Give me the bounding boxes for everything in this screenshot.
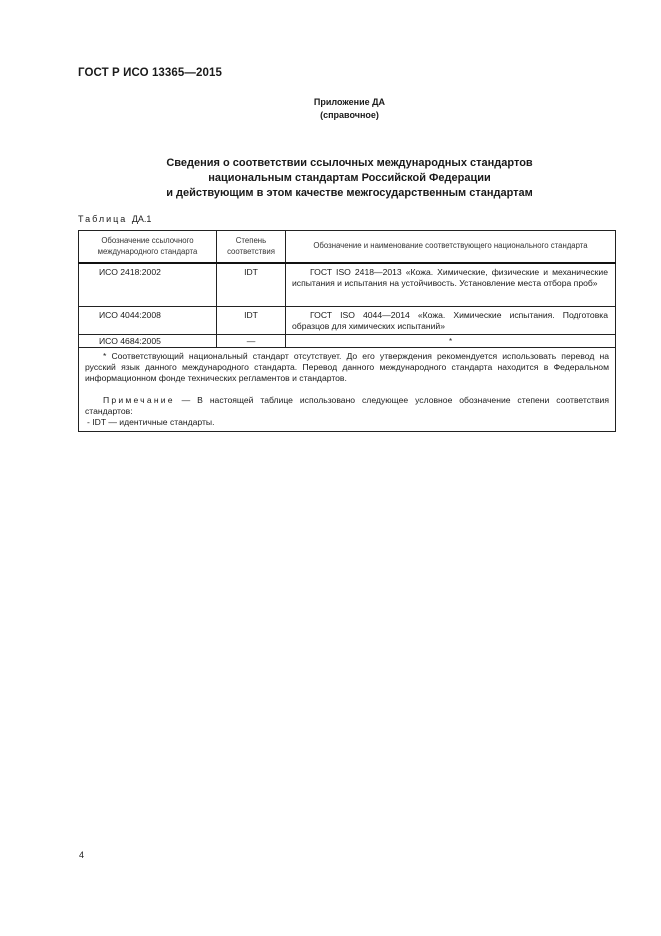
standards-correspondence-table — [78, 230, 616, 432]
degree-cell: IDT — [217, 263, 286, 307]
degree-cell: — — [217, 335, 286, 348]
section-title-line-3: и действующим в этом качестве межгосударственным стандартам — [166, 187, 533, 199]
table-notes-row — [79, 348, 616, 432]
table-notes-cell — [79, 348, 616, 432]
legend-item: - IDT — идентичные стандарты. — [87, 417, 215, 427]
annex-title: Приложение ДА — [313, 97, 386, 107]
column-header-degree: Степень соответствия — [217, 231, 286, 264]
national-standard-cell: ГОСТ ISO 2418—2013 «Кожа. Химические, физические и механические испытания и испытания на устойчивость. Установление места отбора проб» — [286, 263, 616, 307]
degree-cell: IDT — [217, 307, 286, 335]
table-caption-word: Таблица — [78, 214, 128, 224]
note-text: — В настоящей таблице использовано следующее условное обозначение степени соответствия стандартов: — [85, 395, 609, 416]
document-code: ГОСТ Р ИСО 13365—2015 — [78, 67, 223, 79]
section-title-line-2: национальным стандартам Российской Федерации — [208, 172, 491, 184]
column-header-international: Обозначение ссылочного международного стандарта — [79, 231, 217, 264]
international-standard-cell: ИСО 2418:2002 — [79, 263, 217, 307]
table-caption-number: ДА.1 — [131, 214, 152, 224]
note-label: Примечание — [103, 395, 175, 405]
section-title — [0, 156, 661, 201]
column-header-national: Обозначение и наименование соответствующего национального стандарта — [286, 231, 616, 264]
table-row — [79, 263, 616, 307]
note — [85, 395, 609, 417]
table-header-row — [79, 231, 616, 264]
international-standard-cell: ИСО 4044:2008 — [79, 307, 217, 335]
international-standard-cell: ИСО 4684:2005 — [79, 335, 217, 348]
national-standard-cell: * — [286, 335, 616, 348]
table-row — [79, 335, 616, 348]
annex-heading — [0, 96, 661, 122]
table-row — [79, 307, 616, 335]
section-title-line-1: Сведения о соответствии ссылочных международных стандартов — [166, 157, 533, 169]
annex-subtitle: (справочное) — [320, 110, 379, 120]
page-number: 4 — [79, 850, 85, 860]
footnote: * Соответствующий национальный стандарт отсутствует. До его утверждения рекомендуется использовать перевод на русский язык данного международного стандарта. Перевод данного международного стандарта находится в Федеральном информационном фонде технических регламентов и стандартов. — [85, 351, 609, 383]
table-caption — [78, 214, 151, 224]
national-standard-cell: ГОСТ ISO 4044—2014 «Кожа. Химические испытания. Подготовка образцов для химических испытаний» — [286, 307, 616, 335]
